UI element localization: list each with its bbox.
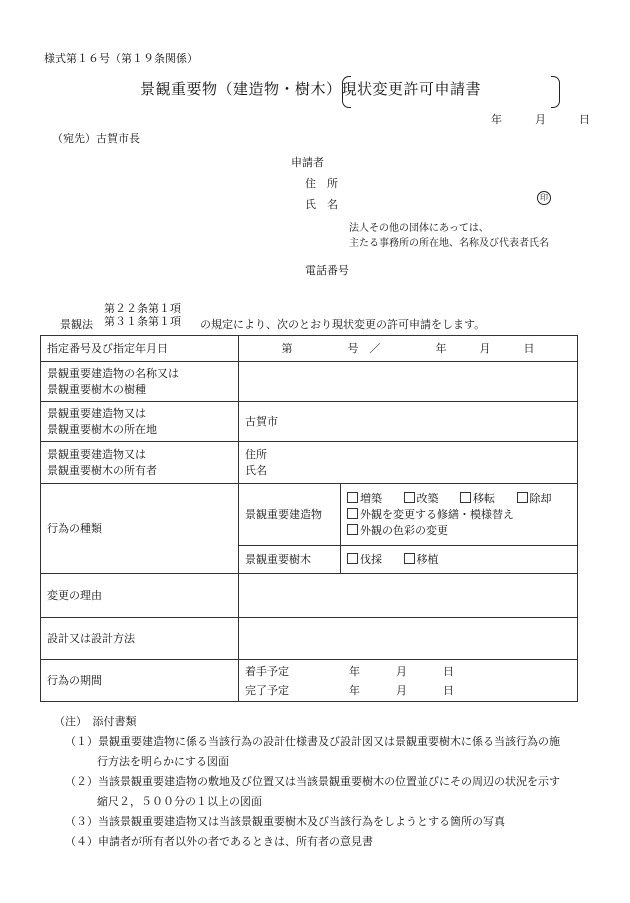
start-year-label: 年 <box>349 664 360 678</box>
checkbox-icon[interactable] <box>347 524 358 535</box>
note-1a: （１）景観重要建造物に係る当該行為の設計仕様書及び設計図又は景観重要樹木に係る当該行為の施 <box>65 735 560 748</box>
option-exterior-repair[interactable]: 外観を変更する修繕・模様替え <box>347 507 571 523</box>
owner-field[interactable] <box>239 442 578 484</box>
checkbox-icon[interactable] <box>404 492 415 503</box>
end-label: 完了予定 <box>245 683 289 697</box>
option-relocate[interactable]: 移転 <box>460 491 495 507</box>
law-article-2: 第３１条第１項 <box>104 315 181 328</box>
application-date <box>491 111 590 127</box>
row-period <box>41 660 578 702</box>
note-3: （３）当該景観重要建造物又は当該景観重要樹木及び当該行為をしようとする箇所の写真 <box>65 815 505 828</box>
attachment-notes <box>54 712 560 852</box>
option-transplant[interactable]: 移植 <box>404 552 439 568</box>
location-label-line-2: 景観重要樹木の所在地 <box>47 422 157 436</box>
end-date-row <box>245 681 571 700</box>
location-field[interactable]: 古賀市 <box>239 402 578 442</box>
design-field[interactable] <box>239 618 578 660</box>
reason-field[interactable] <box>239 574 578 618</box>
start-day-label: 日 <box>443 664 454 678</box>
applicant-heading: 申請者 <box>291 156 324 169</box>
designation-label: 指定番号及び指定年月日 <box>41 336 239 362</box>
option-rebuild[interactable]: 改築 <box>404 491 439 507</box>
date-day-label: 日 <box>579 113 590 126</box>
name-label-line-2: 景観重要樹木の樹種 <box>47 382 146 396</box>
law-articles <box>104 302 181 328</box>
end-month-label: 月 <box>396 683 407 697</box>
form-title: 景観重要物（建造物・樹木）現状変更許可申請書 <box>140 80 482 98</box>
reason-label: 変更の理由 <box>41 574 239 618</box>
name-field[interactable] <box>239 362 578 402</box>
option-felling[interactable]: 伐採 <box>347 552 382 568</box>
date-year-label: 年 <box>491 113 502 126</box>
period-field[interactable] <box>239 660 578 702</box>
checkbox-icon[interactable] <box>404 553 415 564</box>
row-designation <box>41 336 578 362</box>
law-statement: の規定により、次のとおり現状変更の許可申請をします。 <box>200 318 486 331</box>
owner-label-line-1: 景観重要建造物又は <box>47 447 146 461</box>
telephone-label: 電話番号 <box>305 264 349 277</box>
end-day-label: 日 <box>443 683 454 697</box>
note-4: （４）申請者が所有者以外の者であるときは、所有者の意見書 <box>65 835 373 848</box>
title-bracket-right <box>551 76 560 108</box>
form-number: 様式第１６号（第１９条関係） <box>44 52 198 65</box>
applicant-address-label: 住 所 <box>305 177 338 190</box>
note-1b: 行方法を明らかにする図面 <box>97 755 229 768</box>
option-demolish[interactable]: 除却 <box>517 491 552 507</box>
building-options <box>341 484 578 546</box>
building-label: 景観重要建造物 <box>239 484 341 546</box>
name-label-line-1: 景観重要建造物の名称又は <box>47 366 179 380</box>
date-month-label: 月 <box>535 113 546 126</box>
checkbox-icon[interactable] <box>347 492 358 503</box>
designation-value-field[interactable]: 第 号 ／ 年 月 日 <box>239 336 578 362</box>
period-label: 行為の期間 <box>41 660 239 702</box>
design-label: 設計又は設計方法 <box>41 618 239 660</box>
law-article-1: 第２２条第１項 <box>104 302 181 315</box>
row-owner <box>41 442 578 484</box>
corporation-note <box>349 221 549 251</box>
row-location <box>41 402 578 442</box>
option-extension[interactable]: 増築 <box>347 491 382 507</box>
row-name <box>41 362 578 402</box>
option-exterior-color[interactable]: 外観の色彩の変更 <box>347 523 571 539</box>
tree-label: 景観重要樹木 <box>239 546 341 574</box>
note-2a: （２）当該景観重要建造物の敷地及び位置又は当該景観重要樹木の位置並びにその周辺の状況を示す <box>65 775 560 788</box>
applicant-block <box>291 152 338 215</box>
start-date-row <box>245 662 571 681</box>
corporation-note-line-2: 主たる事務所の所在地、名称及び代表者氏名 <box>349 238 549 249</box>
location-label <box>41 402 239 442</box>
owner-label <box>41 442 239 484</box>
seal-mark: 印 <box>537 191 551 205</box>
row-act-building <box>41 484 578 546</box>
end-year-label: 年 <box>349 683 360 697</box>
checkbox-icon[interactable] <box>460 492 471 503</box>
notes-heading: （注） 添付書類 <box>54 715 137 728</box>
owner-label-line-2: 景観重要樹木の所有者 <box>47 463 157 477</box>
name-label <box>41 362 239 402</box>
location-label-line-1: 景観重要建造物又は <box>47 406 146 420</box>
checkbox-icon[interactable] <box>347 553 358 564</box>
tree-options <box>341 546 578 574</box>
application-table <box>40 335 578 702</box>
title-bracket-left <box>342 76 351 108</box>
start-label: 着手予定 <box>245 664 289 678</box>
applicant-name-label: 氏 名 <box>305 198 338 211</box>
row-design <box>41 618 578 660</box>
corporation-note-line-1: 法人その他の団体にあっては、 <box>349 223 489 234</box>
row-reason <box>41 574 578 618</box>
act-type-label: 行為の種類 <box>41 484 239 574</box>
start-month-label: 月 <box>396 664 407 678</box>
checkbox-icon[interactable] <box>517 492 528 503</box>
addressee: （宛先）古賀市長 <box>52 132 140 145</box>
note-2b: 縮尺２，５００分の１以上の図面 <box>97 795 262 808</box>
owner-address-label: 住所 <box>245 447 267 461</box>
law-label: 景観法 <box>60 318 93 331</box>
owner-name-label: 氏名 <box>245 463 267 477</box>
checkbox-icon[interactable] <box>347 508 358 519</box>
